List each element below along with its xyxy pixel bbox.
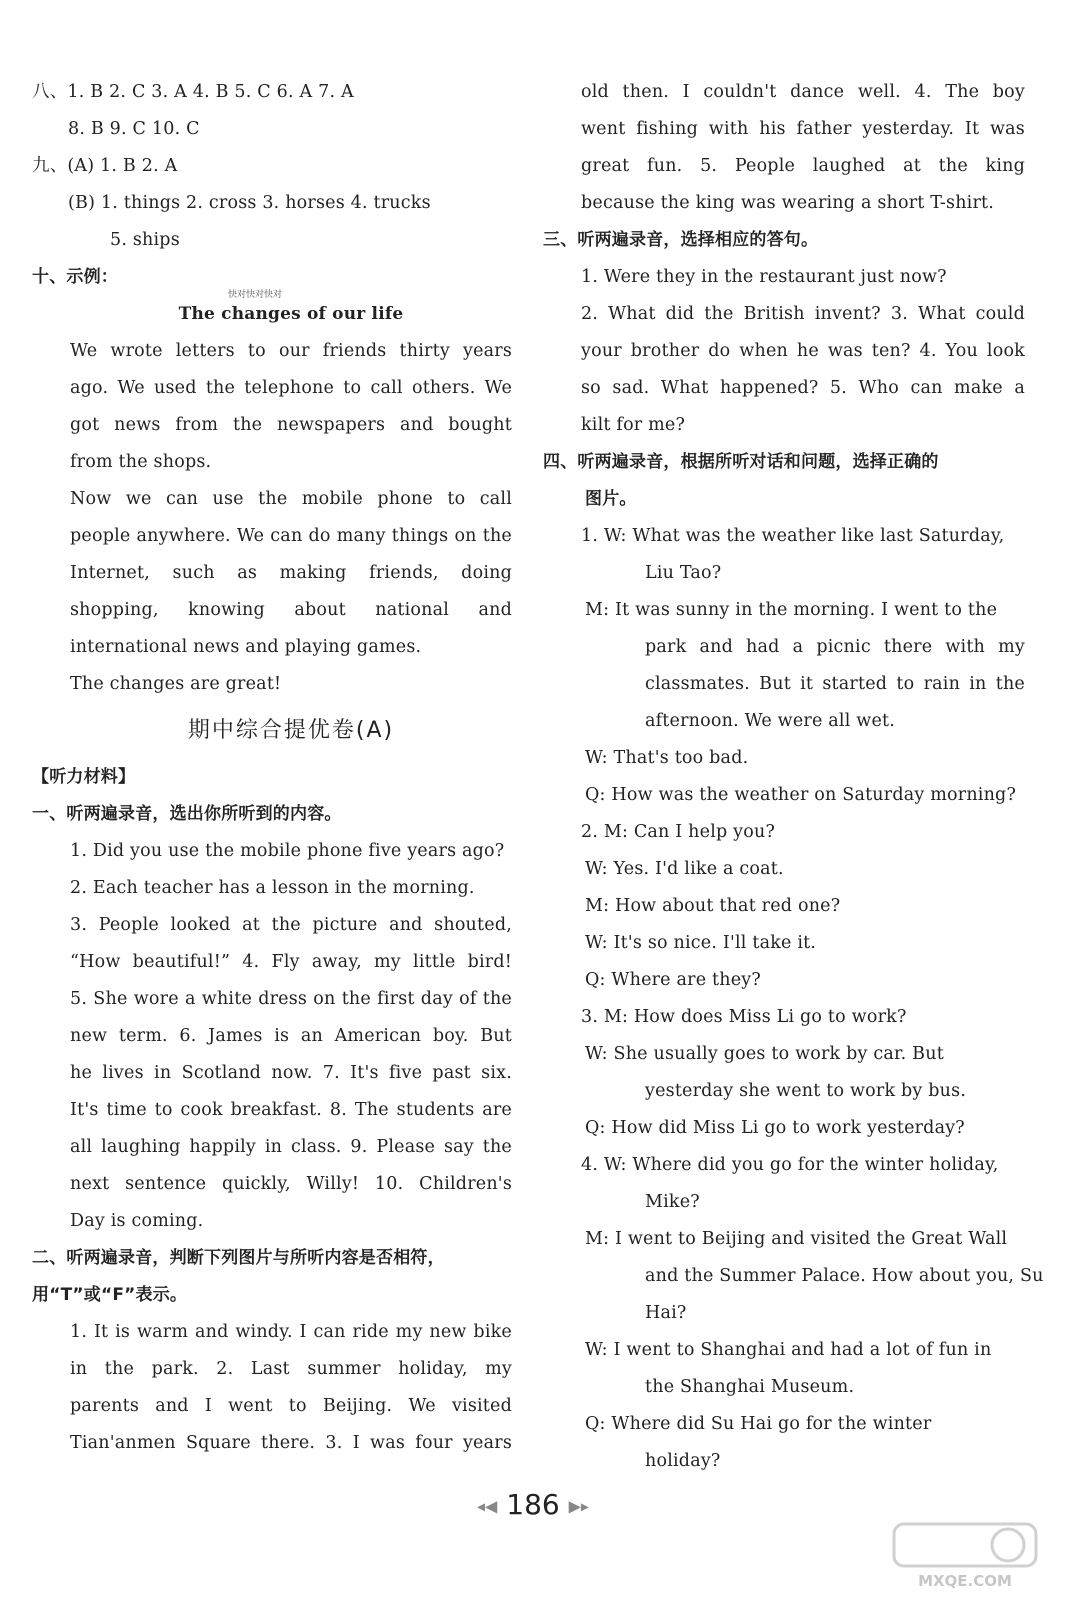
right-line: old then. I couldn't dance well. 4. The boy <box>581 82 1025 102</box>
stamp-note: 快对快对快对 <box>228 290 283 300</box>
right-line: 3. M: How does Miss Li go to work? <box>581 1007 907 1027</box>
right-line: 四、听两遍录音，根据所听对话和问题，选择正确的 <box>543 452 939 472</box>
left-line: 5. ships <box>110 230 180 250</box>
right-line: Q: Where did Su Hai go for the winter <box>585 1414 932 1434</box>
left-line: shopping, knowing about national and <box>70 600 512 620</box>
left-line: 二、听两遍录音，判断下列图片与所听内容是否相符， <box>32 1248 445 1268</box>
right-line: afternoon. We were all wet. <box>645 711 896 731</box>
right-line: Q: How did Miss Li go to work yesterday? <box>585 1118 965 1138</box>
left-line: Day is coming. <box>70 1211 204 1231</box>
watermark-text: MXQE.COM <box>918 1572 1012 1590</box>
left-line: The changes are great! <box>70 674 282 694</box>
left-line: 十、示例： <box>32 267 118 287</box>
left-line: 九、(A) 1. B 2. A <box>32 156 178 176</box>
right-line: W: That's too bad. <box>585 748 749 768</box>
right-line: the Shanghai Museum. <box>645 1377 855 1397</box>
right-line: so sad. What happened? 5. Who can make a <box>581 378 1025 398</box>
left-line: Tian'anmen Square there. 3. I was four years <box>70 1433 512 1453</box>
left-line: 八、1. B 2. C 3. A 4. B 5. C 6. A 7. A <box>32 82 354 102</box>
right-line: M: I went to Beijing and visited the Great Wall <box>585 1229 1008 1249</box>
left-line: next sentence quickly, Willy! 10. Children's <box>70 1174 512 1194</box>
left-column <box>32 74 512 1462</box>
left-line: The changes of our life <box>178 304 404 324</box>
left-line: We wrote letters to our friends thirty years <box>70 341 512 361</box>
left-line: people anywhere. We can do many things on the <box>70 526 512 546</box>
right-line: holiday? <box>645 1451 721 1471</box>
left-line: 【听力材料】 <box>32 767 136 787</box>
right-line: Q: How was the weather on Saturday morning? <box>585 785 1017 805</box>
right-line: Hai? <box>645 1303 687 1323</box>
left-line: he lives in Scotland now. 7. It's five past six. <box>70 1063 512 1083</box>
prev-arrows-icon: ◂◀ <box>477 1496 498 1516</box>
left-line: 2. Each teacher has a lesson in the morning. <box>70 878 475 898</box>
watermark-logo <box>890 1520 1040 1592</box>
left-line: Internet, such as making friends, doing <box>70 563 512 583</box>
right-line: Liu Tao? <box>645 563 722 583</box>
right-line: 2. What did the British invent? 3. What could <box>581 304 1025 324</box>
right-line: M: It was sunny in the morning. I went to the <box>585 600 998 620</box>
left-line: international news and playing games. <box>70 637 422 657</box>
right-line: classmates. But it started to rain in the <box>645 674 1025 694</box>
right-line: because the king was wearing a short T-shirt. <box>581 193 995 213</box>
right-line: great fun. 5. People laughed at the king <box>581 156 1025 176</box>
right-line: Q: Where are they? <box>585 970 761 990</box>
right-line: 4. W: Where did you go for the winter holiday, <box>581 1155 999 1175</box>
left-line: 1. Did you use the mobile phone five years ago? <box>70 841 505 861</box>
right-line: kilt for me? <box>581 415 686 435</box>
left-line: ago. We used the telephone to call others. We <box>70 378 512 398</box>
page-footer <box>0 1488 1066 1521</box>
left-line: 3. People looked at the picture and shouted, <box>70 915 512 935</box>
left-line: new term. 6. James is an American boy. But <box>70 1026 512 1046</box>
right-line: W: It's so nice. I'll take it. <box>585 933 817 953</box>
right-line: M: How about that red one? <box>585 896 841 916</box>
right-line: W: I went to Shanghai and had a lot of fun in <box>585 1340 992 1360</box>
next-arrows-icon: ▶▸ <box>568 1496 589 1516</box>
left-line: (B) 1. things 2. cross 3. horses 4. trucks <box>68 193 431 213</box>
right-line: 2. M: Can I help you? <box>581 822 776 842</box>
right-line: W: She usually goes to work by car. But <box>585 1044 944 1064</box>
right-line: yesterday she went to work by bus. <box>645 1081 967 1101</box>
left-line: parents and I went to Beijing. We visited <box>70 1396 512 1416</box>
left-line: 期中综合提优卷(A) <box>187 718 395 743</box>
page-number: 186 <box>506 1488 560 1521</box>
left-line: from the shops. <box>70 452 212 472</box>
right-line: 1. W: What was the weather like last Saturday, <box>581 526 1005 546</box>
left-line: Now we can use the mobile phone to call <box>70 489 512 509</box>
right-column <box>543 74 1044 1480</box>
left-line: 1. It is warm and windy. I can ride my new bike <box>70 1322 512 1342</box>
right-line: 1. Were they in the restaurant just now? <box>581 267 947 287</box>
right-line: 三、听两遍录音，选择相应的答句。 <box>543 230 819 250</box>
right-line: went fishing with his father yesterday. It was <box>581 119 1025 139</box>
left-line: all laughing happily in class. 9. Please say the <box>70 1137 512 1157</box>
left-line: 5. She wore a white dress on the first day of the <box>70 989 512 1009</box>
right-line: and the Summer Palace. How about you, Su <box>645 1266 1044 1286</box>
left-line: 用“T”或“F”表示。 <box>32 1285 188 1305</box>
right-line: 图片。 <box>585 489 637 509</box>
right-line: W: Yes. I'd like a coat. <box>585 859 784 879</box>
left-line: “How beautiful!” 4. Fly away, my little bird! <box>70 952 512 972</box>
left-line: It's time to cook breakfast. 8. The students are <box>70 1100 512 1120</box>
left-line: got news from the newspapers and bought <box>70 415 512 435</box>
left-line: in the park. 2. Last summer holiday, my <box>70 1359 512 1379</box>
left-line: 8. B 9. C 10. C <box>68 119 200 139</box>
right-line: your brother do when he was ten? 4. You look <box>581 341 1025 361</box>
left-line: 一、听两遍录音，选出你所听到的内容。 <box>32 804 342 824</box>
right-line: park and had a picnic there with my <box>645 637 1025 657</box>
right-line: Mike? <box>645 1192 700 1212</box>
